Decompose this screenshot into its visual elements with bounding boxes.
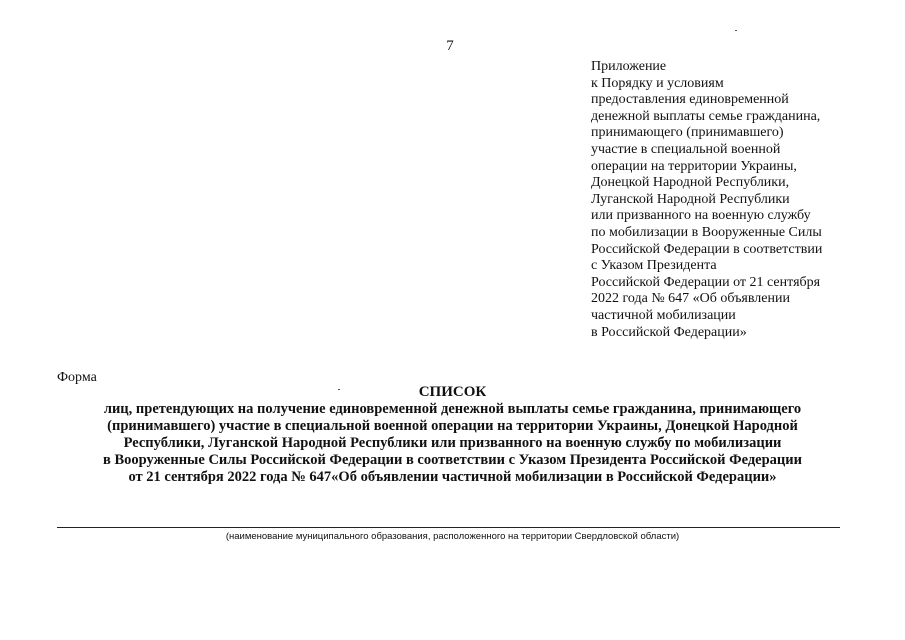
- appendix-line: Приложение: [591, 59, 667, 74]
- appendix-line: принимающего (принимавшего): [591, 125, 784, 141]
- appendix-line: предоставления единовременной: [591, 92, 789, 108]
- appendix-line: денежной выплаты семье гражданина,: [591, 108, 821, 124]
- page-number: 7: [446, 38, 454, 54]
- appendix-line: с Указом Президента: [591, 258, 717, 274]
- appendix-line: к Порядку и условиям: [591, 75, 724, 91]
- appendix-line: Российской Федерации от 21 сентября: [591, 274, 821, 290]
- heading-line: в Вооруженные Силы Российской Федерации в соответствии с Указом Президента Российской Федерации: [103, 452, 802, 468]
- scan-speck: [338, 389, 340, 390]
- document-heading: [0, 384, 905, 486]
- appendix-line: Российской Федерации в соответствии: [591, 241, 823, 257]
- appendix-line: в Российской Федерации»: [591, 324, 747, 340]
- appendix-reference: [591, 59, 891, 341]
- appendix-line: 2022 года № 647 «Об объявлении: [591, 291, 790, 307]
- document-title: СПИСОК: [418, 384, 487, 400]
- appendix-line: по мобилизации в Вооруженные Силы: [591, 224, 822, 240]
- scan-speck: [735, 30, 737, 31]
- heading-line: от 21 сентября 2022 года № 647«Об объявлении частичной мобилизации в Российской Федерации»: [128, 469, 777, 485]
- municipality-caption: (наименование муниципального образования, расположенного на территории Свердловской области): [225, 531, 680, 542]
- heading-line: Республики, Луганской Народной Республики или призванного на военную службу по мобилизации: [123, 435, 782, 451]
- appendix-line: Донецкой Народной Республики,: [591, 175, 790, 191]
- appendix-line: участие в специальной военной: [591, 141, 781, 157]
- heading-line: (принимавшего) участие в специальной военной операции на территории Украины, Донецкой Народной: [107, 418, 798, 434]
- appendix-line: или призванного на военную службу: [591, 208, 811, 224]
- appendix-line: частичной мобилизации: [591, 307, 736, 323]
- appendix-line: операции на территории Украины,: [591, 158, 797, 174]
- municipality-fill-line: [57, 527, 840, 528]
- appendix-line: Луганской Народной Республики: [591, 191, 790, 207]
- heading-line: лиц, претендующих на получение единовременной денежной выплаты семье гражданина, принимающего: [103, 401, 802, 417]
- form-label: Форма: [57, 370, 97, 385]
